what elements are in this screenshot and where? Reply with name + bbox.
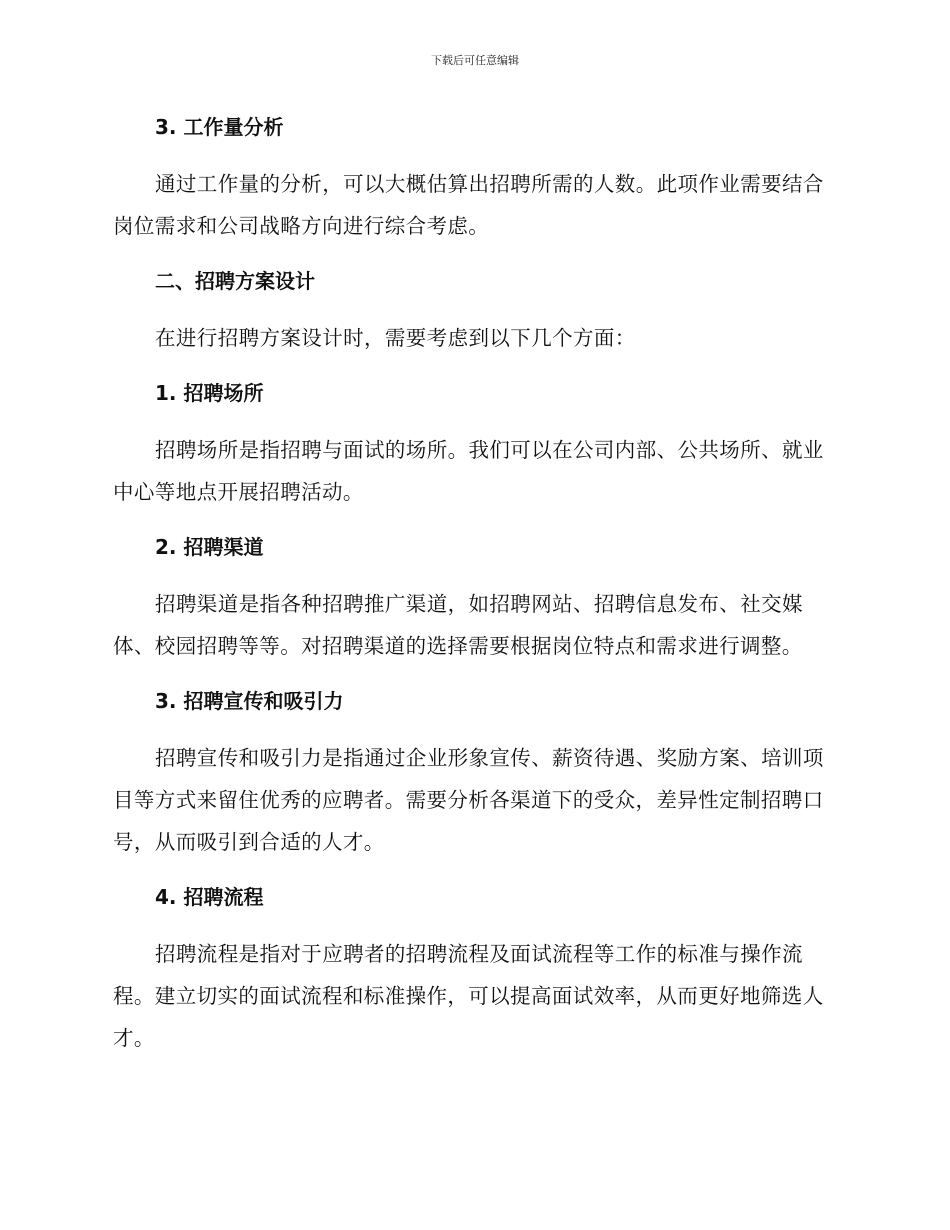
paragraph-recruitment-process: 招聘流程是指对于应聘者的招聘流程及面试流程等工作的标准与操作流程。建立切实的面试流程和标准操作，可以提高面试效率，从而更好地筛选人才。 [113,942,824,1050]
paragraph-recruitment-channels: 招聘渠道是指各种招聘推广渠道，如招聘网站、招聘信息发布、社交媒体、校园招聘等等。对招聘渠道的选择需要根据岗位特点和需求进行调整。 [113,592,803,658]
paragraph-plan-design-intro: 在进行招聘方案设计时，需要考虑到以下几个方面： [155,326,636,350]
page-header: 下载后可任意编辑 [431,54,519,67]
paragraph-recruitment-venue: 招聘场所是指招聘与面试的场所。我们可以在公司内部、公共场所、就业中心等地点开展招聘活动。 [113,438,824,504]
section-heading-promotion-attraction: 3. 招聘宣传和吸引力 [155,689,344,713]
section-heading-workload-analysis: 3. 工作量分析 [155,115,284,139]
section-heading-recruitment-process: 4. 招聘流程 [155,885,264,909]
section-heading-recruitment-channels: 2. 招聘渠道 [155,535,264,559]
paragraph-promotion-attraction: 招聘宣传和吸引力是指通过企业形象宣传、薪资待遇、奖励方案、培训项目等方式来留住优秀的应聘者。需要分析各渠道下的受众，差异性定制招聘口号，从而吸引到合适的人才。 [113,746,824,854]
section-heading-recruitment-venue: 1. 招聘场所 [155,381,264,405]
document-body [113,111,833,1077]
section-heading-recruitment-plan-design: 二、招聘方案设计 [155,269,315,293]
paragraph-workload-analysis: 通过工作量的分析，可以大概估算出招聘所需的人数。此项作业需要结合岗位需求和公司战略方向进行综合考虑。 [113,172,824,238]
